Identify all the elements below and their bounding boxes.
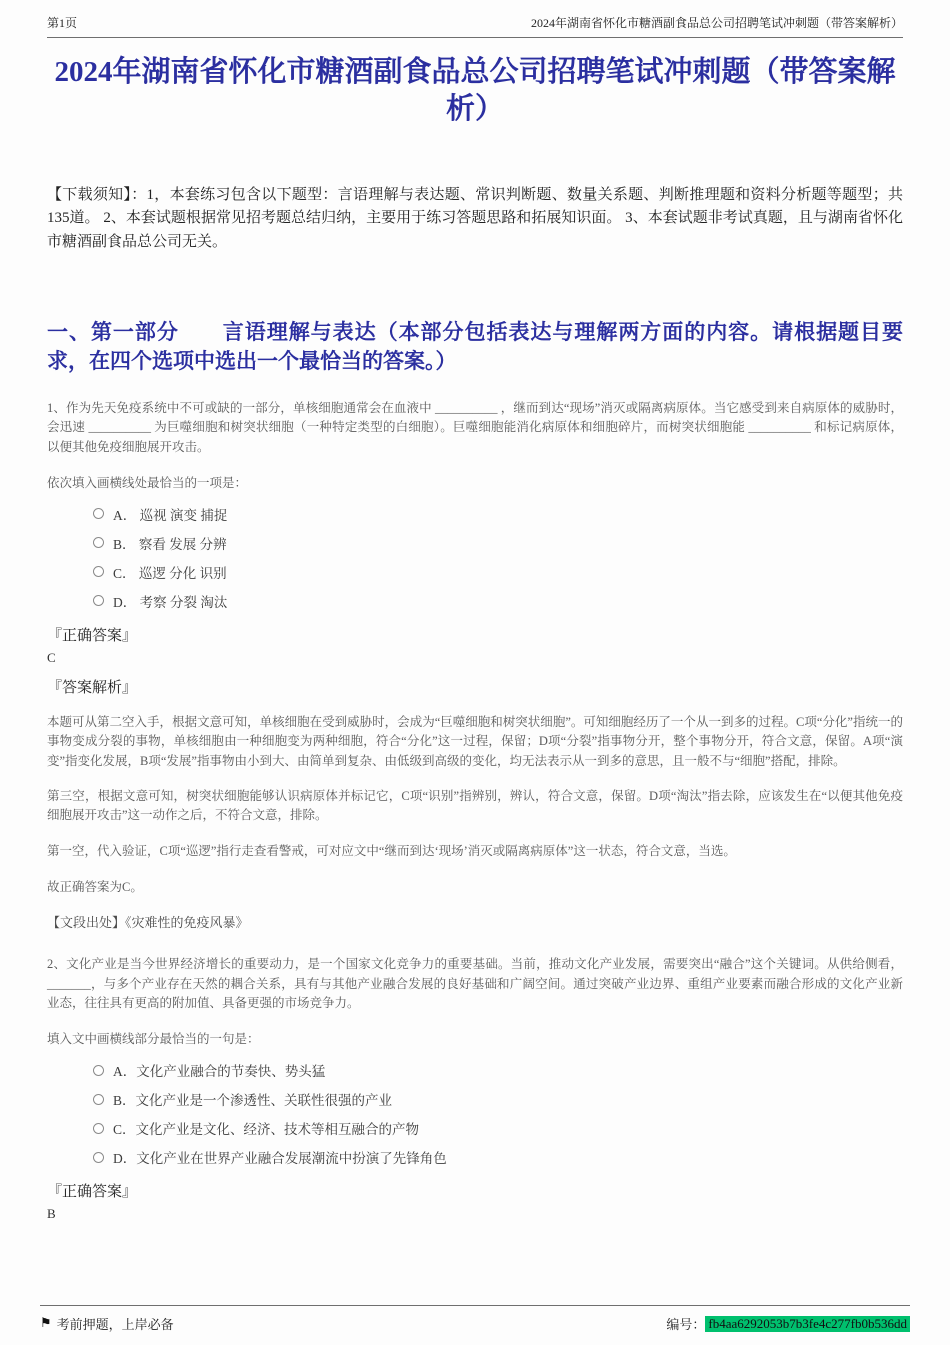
page-footer [40, 1305, 910, 1333]
option-b[interactable] [93, 1089, 903, 1109]
options-group [47, 1060, 903, 1167]
radio-icon[interactable] [93, 566, 104, 577]
radio-icon[interactable] [93, 1152, 104, 1163]
footer-left [40, 1314, 174, 1333]
option-label: B． 察看 发展 分辨 [113, 536, 227, 552]
question-1 [47, 399, 903, 931]
radio-icon[interactable] [93, 1123, 104, 1134]
correct-answer-label: 『正确答案』 [47, 627, 138, 644]
download-notice: 【下载须知】：1，本套练习包含以下题型：言语理解与表达题、常识判断题、数量关系题、判断推理题和资料分析题等题型；共135道。 2、本套试题根据常见招考题总结归纳，主要用于练习答题思路和拓展知识面。 3、本套试题非考试真题，且与湖南省怀化市糖酒副食品总公司无关。 [47, 187, 903, 250]
analysis-conclusion: 故正确答案为C。 [47, 880, 143, 895]
header-doc-title: 2024年湖南省怀化市糖酒副食品总公司招聘笔试冲刺题（带答案解析） [530, 16, 903, 30]
question-prompt: 填入文中画横线部分最恰当的一句是： [47, 1032, 260, 1047]
question-prompt: 依次填入画横线处最恰当的一项是： [47, 475, 248, 490]
option-b[interactable] [93, 533, 903, 553]
analysis-paragraph: 本题可从第二空入手，根据文意可知，单核细胞在受到威胁时，会成为“巨噬细胞和树突状细胞”。可知细胞经历了一个从一到多的过程。C项“分化”指统一的事物变成分裂的事物，单核细胞由一种细胞变为两种细胞，符合“分化”这一过程，保留；D项“分裂”指事物分开，整个事物分开，符合文意，保留。A项“演变”指变化发展，B项“发展”指事物由小到大、由简单到复杂、由低级到高级的变化，均无法表示从一到多的意思，且一般不与“细胞”搭配，排除。 [47, 714, 903, 768]
option-c[interactable] [93, 1118, 903, 1138]
option-label: C． 巡逻 分化 识别 [113, 565, 227, 581]
page-title: 2024年湖南省怀化市糖酒副食品总公司招聘笔试冲刺题（带答案解析） [54, 56, 896, 126]
correct-answer-value: C [47, 649, 56, 665]
option-label: D．文化产业在世界产业融合发展潮流中扮演了先锋角色 [113, 1151, 447, 1167]
radio-icon[interactable] [93, 595, 104, 606]
footer-slogan: 考前押题，上岸必备 [56, 1317, 174, 1332]
correct-answer-value: B [47, 1206, 56, 1222]
radio-icon[interactable] [93, 508, 104, 519]
analysis-label: 『答案解析』 [47, 679, 138, 696]
flag-icon: ⚑ [40, 1316, 52, 1331]
page-number: 第1页 [47, 16, 78, 30]
option-label: C．文化产业是文化、经济、技术等相互融合的产物 [113, 1122, 420, 1138]
page-header [47, 0, 903, 38]
option-c[interactable] [93, 562, 903, 582]
radio-icon[interactable] [93, 537, 104, 548]
question-2 [47, 955, 903, 1222]
code-label: 编号： [666, 1317, 706, 1332]
option-label: B．文化产业是一个渗透性、关联性很强的产业 [113, 1093, 393, 1109]
option-a[interactable] [93, 504, 903, 524]
option-label: A． 巡视 演变 捕捉 [113, 507, 228, 523]
option-label: A．文化产业融合的节奏快、势头猛 [113, 1064, 326, 1080]
section-heading: 一、第一部分 言语理解与表达（本部分包括表达与理解两方面的内容。请根据题目要求，在四个选项中选出一个最恰当的答案。） [47, 319, 903, 374]
analysis-paragraph: 第三空，根据文意可知，树突状细胞能够认识病原体并标记它，C项“识别”指辨别，辨认，符合文意，保留。D项“淘汰”指去除，应该发生在“以便其他免疫细胞展开攻击”这一动作之后，不符合文意，排除。 [47, 789, 903, 823]
document-code: fb4aa6292053b7b3fe4c277fb0b536dd [705, 1316, 910, 1332]
option-d[interactable] [93, 591, 903, 611]
option-d[interactable] [93, 1147, 903, 1167]
question-stem: 2、文化产业是当今世界经济增长的重要动力，是一个国家文化竞争力的重要基础。当前，推动文化产业发展，需要突出“融合”这个关键词。从供给侧看，_______，与多个产业存在天然的耦合关系，具有与其他产业融合发展的良好基础和广阔空间。通过突破产业边界、重组产业要素而融合形成的文化产业新业态，往往具有更高的附加值、具备更强的市场竞争力。 [47, 957, 903, 1010]
question-stem: 1、作为先天免疫系统中不可或缺的一部分，单核细胞通常会在血液中 __________ ，继而到达“现场”消灭或隔离病原体。当它感受到来自病原体的威胁时，会迅速 __________ 为巨噬细胞和树突状细胞（一种特定类型的白细胞）。巨噬细胞能消化病原体和细胞碎片，而树突状细胞能 __________ 和标记病原体，以便其他免疫细胞展开攻击。 [47, 400, 903, 454]
analysis-paragraph: 第一空，代入验证，C项“巡逻”指行走查看警戒，可对应文中“继而到达‘现场’消灭或隔离病原体”这一状态，符合文意，当选。 [47, 843, 736, 858]
radio-icon[interactable] [93, 1094, 104, 1105]
option-label: D． 考察 分裂 淘汰 [113, 594, 228, 610]
option-a[interactable] [93, 1060, 903, 1080]
footer-right [666, 1314, 910, 1333]
passage-source: 【文段出处】《灾难性的免疫风暴》 [47, 915, 249, 931]
radio-icon[interactable] [93, 1065, 104, 1076]
options-group [47, 504, 903, 611]
correct-answer-label: 『正确答案』 [47, 1184, 138, 1201]
